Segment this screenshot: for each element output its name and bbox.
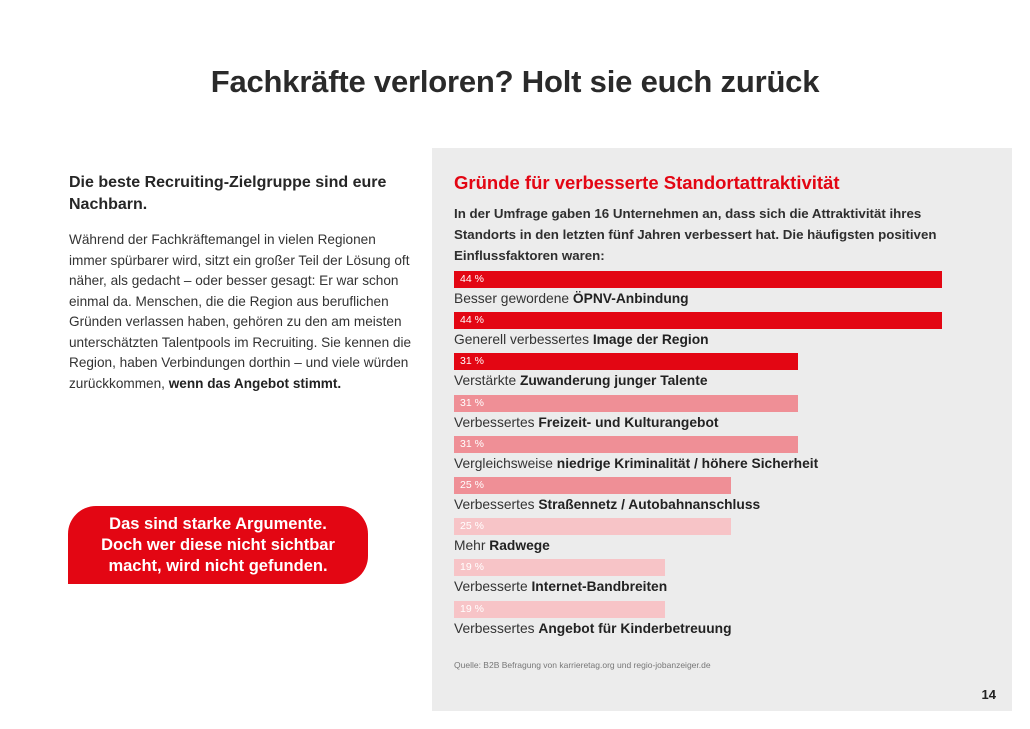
bar-category-label-plain: Generell verbessertes: [454, 332, 593, 348]
bar-category-label-bold: Angebot für Kinderbetreuung: [538, 620, 732, 636]
bar-category-label-bold: Freizeit- und Kulturangebot: [538, 414, 719, 430]
bar-category-label: [454, 456, 818, 471]
bar: [454, 353, 798, 370]
bar: [454, 601, 665, 618]
intro-body-emphasis: wenn das Angebot stimmt.: [168, 375, 342, 391]
bar-category-label: [454, 415, 718, 430]
bar-category-label-bold: ÖPNV-Anbindung: [572, 291, 689, 306]
bar: [454, 559, 665, 576]
bar-category-label: [454, 291, 689, 306]
bar-category-label-bold: Straßennetz / Autobahnanschluss: [538, 497, 761, 512]
bar: [454, 477, 731, 494]
bar-category-label-bold: Radwege: [489, 538, 550, 554]
bar-category-label-plain: Mehr: [454, 538, 490, 554]
bar-category-label: [454, 373, 708, 388]
bar-category-label-plain: Verbessertes: [454, 414, 539, 430]
chart-title: Gründe für verbesserte Standortattraktivität: [454, 172, 840, 193]
bar-category-label-plain: Besser gewordene: [454, 291, 573, 306]
bar-value-label: 31 %: [460, 396, 484, 409]
bar: [454, 518, 731, 535]
bar-value-label: 31 %: [460, 437, 484, 450]
cta-text: Das sind starke Argumente. Doch wer diese nicht sichtbar macht, wird nicht gefunden.: [101, 514, 335, 575]
page-number: 14: [981, 687, 996, 702]
bar-category-label: [454, 621, 732, 636]
bar-value-label: 19 %: [460, 602, 484, 615]
intro-heading: Die beste Recruiting-Zielgruppe sind eure Nachbarn.: [69, 174, 387, 213]
bar-value-label: 31 %: [460, 355, 484, 368]
bar-category-label-bold: niedrige Kriminalität / höhere Sicherheit: [556, 455, 819, 471]
chart-source: Quelle: B2B Befragung von karrieretag.org und regio-jobanzeiger.de: [454, 660, 711, 670]
bar: [454, 271, 942, 288]
chart-panel: [432, 148, 1012, 711]
bar-value-label: 25 %: [460, 479, 484, 491]
bar-value-label: 19 %: [460, 561, 484, 574]
bar-category-label: [454, 538, 550, 553]
bar-category-label-plain: Verstärkte: [454, 373, 520, 389]
bar-category-label: [454, 332, 709, 347]
bar: [454, 436, 798, 453]
cta-callout: [68, 506, 368, 584]
chart-intro: In der Umfrage gaben 16 Unternehmen an, dass sich die Attraktivität ihres Standorts in den letzten fünf Jahren verbessert hat. Die häufigsten positiven Einflussfaktoren waren:: [454, 206, 937, 263]
intro-column: [69, 172, 414, 394]
bar-value-label: 44 %: [460, 273, 484, 285]
bar-category-label: [454, 497, 760, 512]
bar-category-label-plain: Vergleichsweise: [454, 455, 557, 471]
bar-category-label-bold: Zuwanderung junger Talente: [519, 373, 708, 389]
bar-category-label-plain: Verbessertes: [454, 497, 539, 512]
bar: [454, 312, 942, 329]
bar-value-label: 44 %: [460, 314, 484, 327]
bar-category-label: [454, 579, 667, 594]
bar: [454, 395, 798, 412]
intro-body-text: Während der Fachkräftemangel in vielen Regionen immer spürbarer wird, sitzt ein großer Teil der Lösung oft näher, als gedacht – oder besser gesagt: Er war schon einmal da. Menschen, die die Region aus beruflichen Gründen verlassen haben, gehören zu den am meisten unterschätzten Talentpools im Recruiting. Sie kennen die Region, haben Verbindungen dorthin – und viele würden zurückkommen,: [69, 232, 412, 391]
intro-body: [69, 230, 414, 394]
bar-category-label-bold: Image der Region: [592, 332, 709, 348]
bar-category-label-bold: Internet-Bandbreiten: [531, 579, 668, 595]
bar-chart: [432, 148, 1012, 711]
bar-category-label-plain: Verbessertes: [454, 620, 539, 636]
page-title: Fachkräfte verloren? Holt sie euch zurück: [210, 64, 820, 99]
bar-category-label-plain: Verbesserte: [454, 579, 532, 595]
bar-value-label: 25 %: [460, 520, 484, 533]
